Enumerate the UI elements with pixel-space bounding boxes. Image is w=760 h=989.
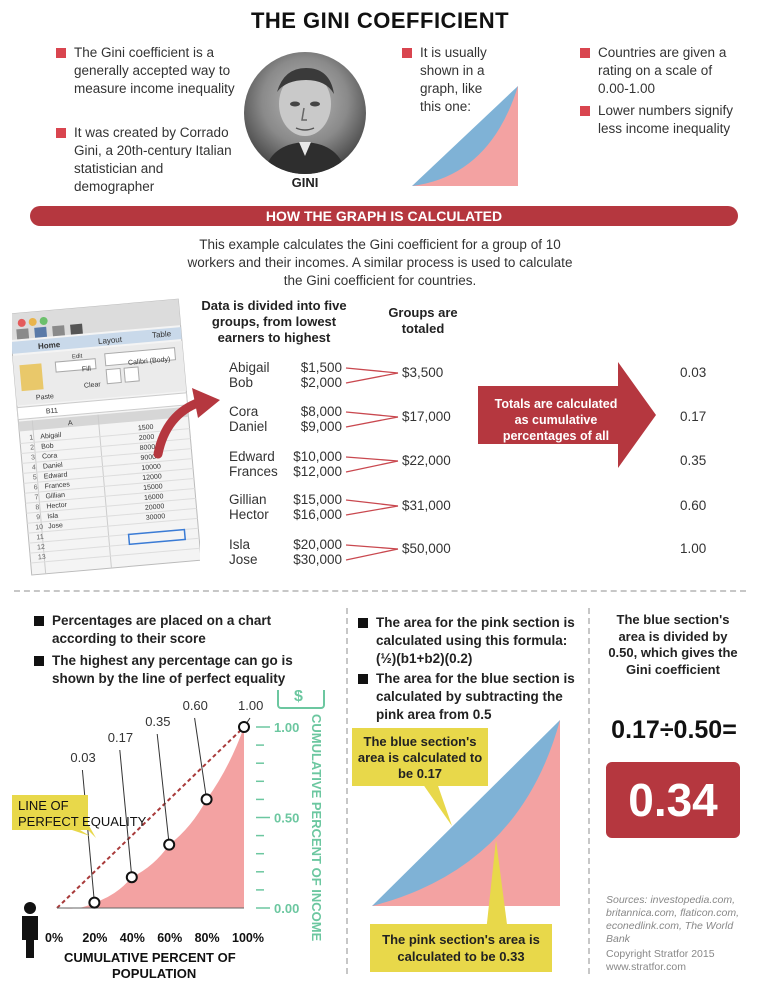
example-description: This example calculates the Gini coefficient for a group of 10 workers and their incomes. A similar process is used to calculate the Gini coefficient for countries. xyxy=(187,237,573,288)
portrait-caption: GINI xyxy=(291,175,319,190)
blue-callout-pointer xyxy=(400,780,460,830)
excel-row-name: Edward xyxy=(43,471,68,481)
excel-fill-button: Fill xyxy=(81,365,92,374)
connector-line xyxy=(346,373,398,383)
group-total: $31,000 xyxy=(402,498,451,513)
excel-row-number: 11 xyxy=(36,533,45,542)
point-label: 0.03 xyxy=(70,750,96,765)
copyright-text: Copyright Stratfor 2015 xyxy=(606,948,715,960)
worker-income: $2,000 xyxy=(300,375,342,390)
middle-bullet-pink: The area for the pink section is calculated using this formula: (½)(b1+b2)(0.2) xyxy=(358,614,580,668)
y-tick-label: 1.00 xyxy=(274,720,300,735)
excel-row-number: 7 xyxy=(34,494,39,502)
excel-row-name: Frances xyxy=(44,481,71,491)
connector-line xyxy=(346,461,398,472)
excel-tab-layout: Layout xyxy=(97,334,123,347)
excel-col-a: A xyxy=(67,419,73,428)
point-label: 1.00 xyxy=(238,698,264,713)
excel-row-value: 12000 xyxy=(142,473,163,483)
divider-horizontal xyxy=(14,590,746,592)
excel-cell-ref: B11 xyxy=(45,407,59,416)
excel-row-name: Abigail xyxy=(40,431,62,441)
worker-name: Gillian xyxy=(229,492,267,507)
middle-bullet-blue: The area for the blue section is calculated by subtracting the pink area from 0.5 xyxy=(358,670,580,724)
worker-income: $9,000 xyxy=(300,419,342,434)
excel-row-number: 2 xyxy=(29,444,35,452)
connector-lines xyxy=(340,350,400,580)
section-banner: HOW THE GRAPH IS CALCULATED xyxy=(30,206,738,226)
excel-row-number: 12 xyxy=(36,543,46,552)
point-leader-line xyxy=(195,718,207,799)
header-divided: Data is divided into five groups, from lowest earners to highest xyxy=(201,298,347,345)
data-point-marker xyxy=(127,872,137,882)
excel-row-number: 13 xyxy=(37,553,47,562)
point-label: 0.35 xyxy=(145,714,171,729)
page-title: THE GINI COEFFICIENT xyxy=(250,8,510,33)
worker-income: $10,000 xyxy=(293,449,342,464)
x-tick-label: 40% xyxy=(119,931,145,945)
worker-name: Frances xyxy=(229,464,278,479)
group-total: $22,000 xyxy=(402,453,451,468)
gini-portrait xyxy=(244,52,366,174)
x-tick-label: 0% xyxy=(45,931,64,945)
gini-result: 0.34 xyxy=(606,762,740,838)
pink-callout-pointer xyxy=(468,840,528,936)
excel-row-number: 8 xyxy=(35,504,40,512)
worker-income: $15,000 xyxy=(293,492,342,507)
excel-row-number: 5 xyxy=(32,474,38,482)
curved-arrow-icon xyxy=(150,380,230,460)
excel-row-number: 9 xyxy=(36,514,41,522)
sources-text: Sources: investopedia.com, britannica.com, flaticon.com, econedlink.com, The World Bank xyxy=(606,894,740,945)
intro-bullet-lower: Lower numbers signify less income inequality xyxy=(580,102,740,138)
connector-line xyxy=(346,506,398,515)
worker-name: Daniel xyxy=(229,419,268,434)
pink-section-note: The pink section's area is calculated to be 0.33 xyxy=(370,924,552,972)
x-tick-label: 100% xyxy=(232,931,264,945)
worker-income: $8,000 xyxy=(300,404,342,419)
divider-right xyxy=(588,608,590,974)
x-tick-label: 80% xyxy=(194,931,220,945)
worker-name: Isla xyxy=(229,537,251,552)
group-percentage: 0.17 xyxy=(680,409,707,424)
stratfor-url: www.stratfor.com xyxy=(606,961,686,973)
worker-name: Abigail xyxy=(229,360,270,375)
connector-line xyxy=(346,412,398,417)
divider-left xyxy=(346,608,348,974)
excel-row-value: 20000 xyxy=(144,503,165,512)
worker-income: $20,000 xyxy=(293,537,342,552)
excel-row-value: 30000 xyxy=(145,513,166,522)
intro-bullet-definition: The Gini coefficient is a generally accepted way to measure income inequality xyxy=(56,44,236,98)
x-axis-label-line1: CUMULATIVE PERCENT OF xyxy=(64,950,236,965)
y-axis-label: CUMULATIVE PERCENT OF INCOME xyxy=(309,714,324,942)
excel-row-number: 3 xyxy=(30,454,36,462)
division-equation: 0.17÷0.50= xyxy=(611,716,737,744)
excel-row-value: 15000 xyxy=(142,483,163,492)
excel-tab-table: Table xyxy=(151,329,172,340)
excel-row-number: 6 xyxy=(33,484,38,492)
excel-edit-label: Edit xyxy=(71,353,83,361)
dollar-sign-icon: $ xyxy=(294,690,303,705)
excel-row-value: 10000 xyxy=(141,463,162,473)
worker-income: $1,500 xyxy=(300,360,342,375)
y-tick-label: 0.50 xyxy=(274,810,300,826)
excel-row-name: Cora xyxy=(41,452,58,461)
equality-label-line2: PERFECT EQUALITY xyxy=(18,814,147,829)
intro-bullet-graph: It is usually shown in a graph, like this one: xyxy=(402,44,502,116)
chart-bullet-equality: The highest any percentage can go is shown by the line of perfect equality xyxy=(34,652,334,688)
connector-line xyxy=(346,457,398,461)
person-icon-body xyxy=(22,916,38,958)
group-percentage: 0.03 xyxy=(680,365,707,380)
excel-row-name: Bob xyxy=(40,442,54,451)
data-point-marker xyxy=(239,722,249,732)
person-icon xyxy=(24,902,36,914)
blue-section-note: The blue section's area is calculated to be 0.17 xyxy=(352,728,488,786)
group-total: $17,000 xyxy=(402,409,451,424)
point-leader-line xyxy=(157,734,169,845)
big-arrow-text: Totals are calculated as cumulative percentages of all income xyxy=(494,397,618,459)
worker-name: Hector xyxy=(229,507,269,522)
excel-row-value: 1500 xyxy=(137,423,154,433)
connector-line xyxy=(346,549,398,560)
excel-row-value: 2000 xyxy=(138,433,155,443)
excel-clear-button: Clear xyxy=(83,381,102,390)
connector-line xyxy=(346,500,398,506)
excel-font-box: Calibri (Body) xyxy=(127,356,171,367)
connector-line xyxy=(346,417,398,427)
group-percentage: 0.60 xyxy=(680,498,707,513)
excel-row-name: Gillian xyxy=(45,491,66,501)
data-point-marker xyxy=(202,794,212,804)
worker-name: Edward xyxy=(229,449,275,464)
point-label: 0.17 xyxy=(107,730,134,745)
y-tick-label: 0.00 xyxy=(274,901,300,916)
data-point-marker xyxy=(164,840,174,850)
excel-row-name: Daniel xyxy=(42,461,64,471)
x-tick-label: 20% xyxy=(82,931,108,945)
excel-row-value: 8000 xyxy=(139,443,156,453)
group-percentage: 1.00 xyxy=(680,541,707,556)
connector-line xyxy=(346,545,398,549)
intro-bullet-scale: Countries are given a rating on a scale of 0.00-1.00 xyxy=(580,44,740,98)
group-total: $3,500 xyxy=(402,365,444,380)
excel-row-value: 16000 xyxy=(143,493,164,502)
worker-name: Cora xyxy=(229,404,259,419)
x-tick-label: 60% xyxy=(157,931,183,945)
chart-bullet-placement: Percentages are placed on a chart according to their score xyxy=(34,612,334,648)
intro-bullet-creator: It was created by Corrado Gini, a 20th-century Italian statistician and demographer xyxy=(56,124,236,196)
excel-paste-button: Paste xyxy=(35,393,55,402)
excel-row-name: Hector xyxy=(46,501,68,511)
equality-label-line1: LINE OF xyxy=(18,798,69,813)
right-explanation: The blue section's area is divided by 0.50, which gives the Gini coefficient xyxy=(608,612,738,677)
group-percentage: 0.35 xyxy=(680,453,707,468)
worker-income: $12,000 xyxy=(293,464,342,479)
header-totaled: Groups are totaled xyxy=(388,305,458,336)
worker-income: $30,000 xyxy=(293,552,342,567)
excel-row-number: 4 xyxy=(31,464,37,472)
excel-tab-home: Home xyxy=(37,340,61,351)
excel-row-number: 10 xyxy=(35,523,44,532)
excel-row-name: Isla xyxy=(47,512,59,521)
excel-row-name: Jose xyxy=(47,522,64,531)
worker-income: $16,000 xyxy=(293,507,342,522)
data-point-marker xyxy=(89,898,99,908)
connector-line xyxy=(346,368,398,373)
x-axis-label-line2: POPULATION xyxy=(112,966,197,980)
point-label: 0.60 xyxy=(182,698,208,713)
worker-name: Jose xyxy=(229,552,258,567)
excel-row-number: 1 xyxy=(29,434,34,442)
small-gini-graph xyxy=(410,84,520,188)
worker-name: Bob xyxy=(229,375,254,390)
excel-row-value: 9000 xyxy=(140,453,157,463)
group-total: $50,000 xyxy=(402,541,451,556)
lorenz-chart xyxy=(0,690,346,980)
